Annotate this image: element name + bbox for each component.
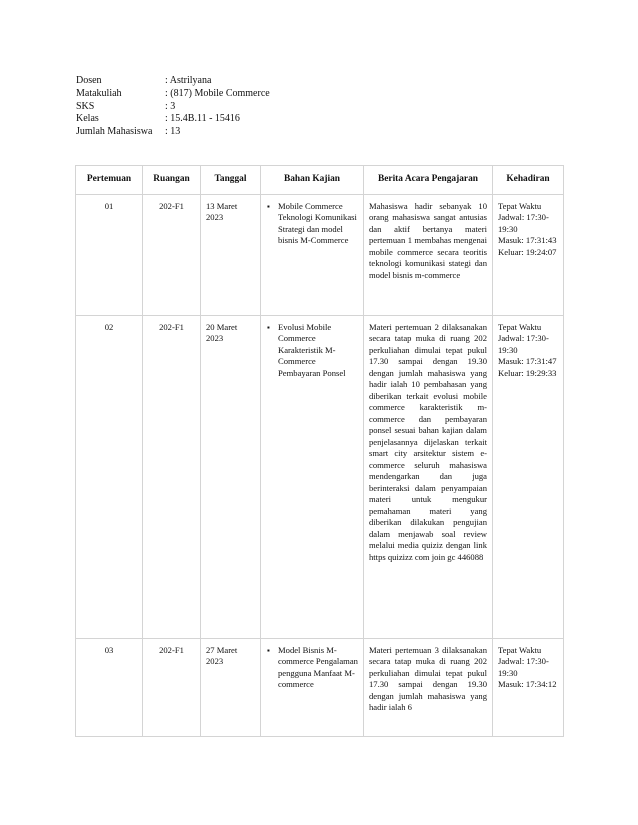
- sks-row: [76, 101, 270, 114]
- cell-bahan-kajian: [261, 638, 364, 736]
- cell-pertemuan: 03: [76, 638, 143, 736]
- cell-berita-acara: Materi pertemuan 2 dilaksanakan secara tatap muka di ruang 202 perkuliahan dimulai tepat pukul 17.30 sampai dengan 19.30 dengan jumlah mahasiswa yang hadir ialah 10 pembahasan yang diberikan terkait evolusi mobile commerce karakteristik m-commerce dan pembayaran ponsel sesuai bahan kajian dalam penjelasannya dijelaskan terkait smart city arsitektur sistem e-commerce seluruh mahasiswa mendengarkan dan juga berinteraksi dalam penyampaian materi untuk mengukur pemahaman materi yang diberikan dilakukan pengujian dalam menjawab soal review melalui media quiziz dengan link https quizizz com join gc 446088: [364, 315, 493, 638]
- kelas-label: Kelas: [76, 113, 99, 125]
- jumlah-label: Jumlah Mahasiswa: [76, 126, 153, 138]
- header-berita-acara: Berita Acara Pengajaran: [364, 166, 493, 195]
- cell-bahan-kajian: [261, 194, 364, 315]
- topic-item: ▪ Mobile Commerce Teknologi Komunikasi Strategi dan model bisnis M-Commerce: [278, 201, 358, 247]
- dosen-row: [76, 75, 270, 88]
- table-row: [76, 315, 564, 638]
- table-header-row: [76, 166, 564, 195]
- topic-list: [266, 322, 358, 380]
- jumlah-value: : 13: [165, 126, 181, 138]
- dosen-value: : Astrilyana: [165, 75, 212, 86]
- topic-list: [266, 201, 358, 247]
- cell-kehadiran: Tepat Waktu Jadwal: 17:30-19:30 Masuk: 17:31:43 Keluar: 19:24:07: [493, 194, 564, 315]
- jumlah-row: [76, 126, 270, 139]
- sks-label: SKS: [76, 100, 95, 112]
- cell-berita-acara: Materi pertemuan 3 dilaksanakan secara tatap muka di ruang 202 perkuliahan dimulai tepat pukul 17.30 sampai dengan 19.30 dengan jumlah mahasiswa yang hadir ialah 6: [364, 638, 493, 736]
- topic-item: ▪ Evolusi Mobile Commerce Karakteristik M-Commerce Pembayaran Ponsel: [278, 322, 358, 380]
- kelas-value: : 15.4B.11 - 15416: [165, 113, 240, 125]
- header-tanggal: Tanggal: [201, 166, 261, 195]
- course-info: [76, 75, 270, 139]
- kelas-row: [76, 113, 270, 126]
- cell-ruangan: 202-F1: [143, 194, 201, 315]
- header-kehadiran: Kehadiran: [493, 166, 564, 195]
- header-pertemuan: Pertemuan: [76, 166, 143, 195]
- sks-value: : 3: [165, 100, 176, 112]
- cell-berita-acara: Mahasiswa hadir sebanyak 10 orang mahasiswa sangat antusias dan aktif bertanya materi pertemuan 1 membahas mengenai mobile commerce secara teoritis teknologi komunikasi stategi dan model bisnis m-commerce: [364, 194, 493, 315]
- cell-kehadiran: Tepat Waktu Jadwal: 17:30-19:30 Masuk: 17:34:12: [493, 638, 564, 736]
- cell-tanggal: 13 Maret 2023: [201, 194, 261, 315]
- cell-tanggal: 20 Maret 2023: [201, 315, 261, 638]
- topic-list: [266, 645, 358, 691]
- cell-pertemuan: 02: [76, 315, 143, 638]
- cell-ruangan: 202-F1: [143, 315, 201, 638]
- dosen-label: Dosen: [76, 75, 102, 86]
- matakuliah-label: Matakuliah: [76, 87, 122, 99]
- header-ruangan: Ruangan: [143, 166, 201, 195]
- table-row: [76, 638, 564, 736]
- header-bahan-kajian: Bahan Kajian: [261, 166, 364, 195]
- cell-bahan-kajian: [261, 315, 364, 638]
- cell-pertemuan: 01: [76, 194, 143, 315]
- cell-kehadiran: Tepat Waktu Jadwal: 17:30-19:30 Masuk: 17:31:47 Keluar: 19:29:33: [493, 315, 564, 638]
- cell-ruangan: 202-F1: [143, 638, 201, 736]
- table-row: [76, 194, 564, 315]
- matakuliah-row: [76, 88, 270, 101]
- topic-item: ▪ Model Bisnis M-commerce Pengalaman pengguna Manfaat M-commerce: [278, 645, 358, 691]
- meeting-table: [75, 165, 564, 737]
- cell-tanggal: 27 Maret 2023: [201, 638, 261, 736]
- matakuliah-value: : (817) Mobile Commerce: [165, 87, 270, 99]
